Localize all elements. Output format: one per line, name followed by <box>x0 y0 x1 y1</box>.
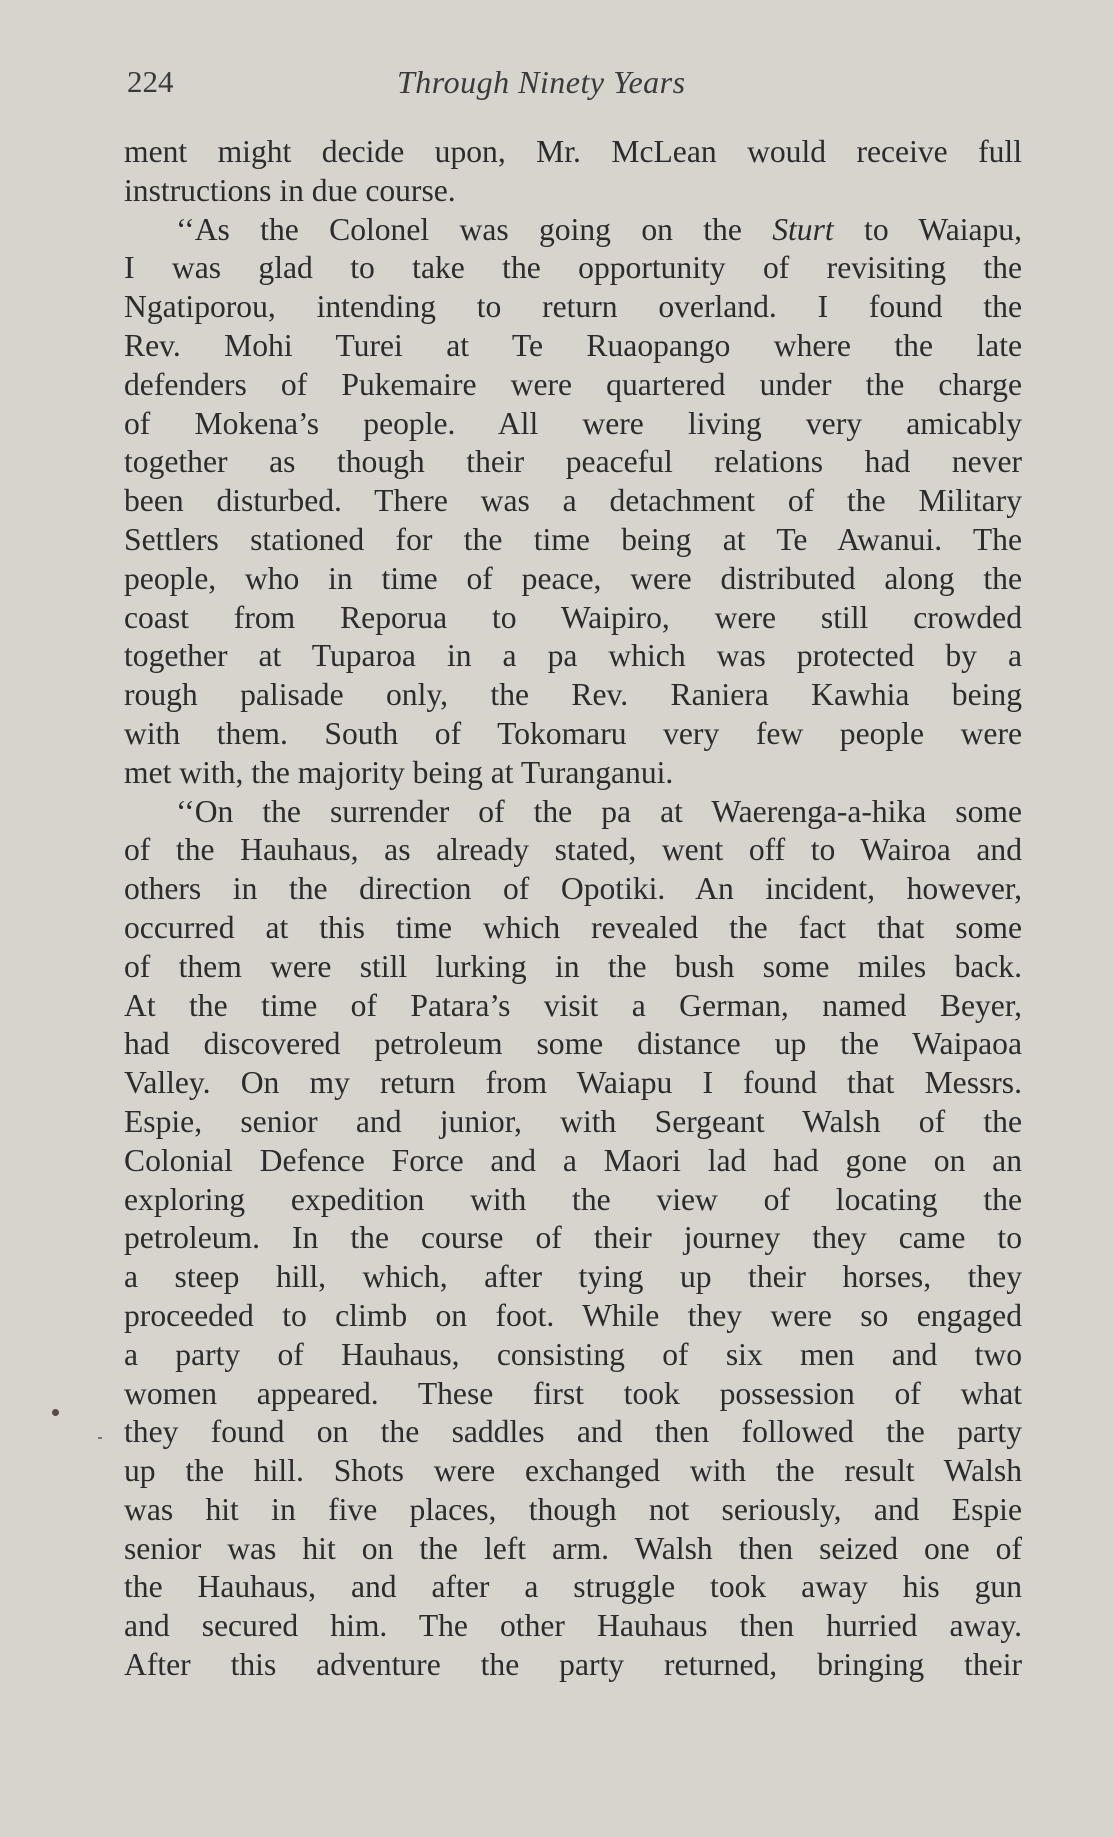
page-number: 224 <box>127 64 174 99</box>
text-line: with them. South of Tokomaru very few people were <box>124 715 1022 751</box>
text-line: of the Hauhaus, as already stated, went off to Wairoa and <box>124 832 1022 868</box>
text-line: senior was hit on the left arm. Walsh then seized one of <box>124 1530 1022 1566</box>
text-line: together at Tuparoa in a pa which was protected by a <box>124 638 1022 674</box>
text-line: Colonial Defence Force and a Maori lad had gone on an <box>124 1142 1022 1178</box>
sturt-line-end: to Waiapu, <box>833 211 1023 247</box>
text-line: of Mokena’s people. All were living very amicably <box>124 405 1022 441</box>
text-line: I was glad to take the opportunity of revisiting the <box>124 250 1022 286</box>
text-line: Rev. Mohi Turei at Te Ruaopango where the late <box>124 327 1022 363</box>
text-line: women appeared. These first took possession of what <box>124 1375 1022 1411</box>
running-title: Through Ninety Years <box>397 64 686 100</box>
text-line: others in the direction of Opotiki. An incident, however, <box>124 871 1022 907</box>
text-line: together as though their peaceful relations had never <box>124 444 1022 480</box>
text-line: was hit in five places, though not seriously, and Espie <box>124 1491 1022 1527</box>
text-line: defenders of Pukemaire were quartered under the charge <box>124 366 1022 402</box>
text-line: people, who in time of peace, were distributed along the <box>124 560 1022 596</box>
page-header <box>127 64 1027 112</box>
margin-tick-mark <box>98 1437 102 1439</box>
ink-dot-mark <box>52 1409 59 1416</box>
text-line: occurred at this time which revealed the fact that some <box>124 909 1022 945</box>
text-line: ment might decide upon, Mr. McLean would receive full <box>124 134 1022 169</box>
text-line: a steep hill, which, after tying up their horses, they <box>124 1259 1022 1295</box>
text-line: Ngatiporou, intending to return overland. I found the <box>124 289 1022 325</box>
text-line: and secured him. The other Hauhaus then hurried away. <box>124 1608 1022 1644</box>
text-line <box>124 211 1022 250</box>
body-text <box>124 133 1022 1685</box>
text-line: up the hill. Shots were exchanged with the result Walsh <box>124 1453 1022 1489</box>
text-line: met with, the majority being at Turanganui. <box>124 754 674 790</box>
ship-name-italic: Sturt <box>772 211 834 247</box>
text-line: exploring expedition with the view of locating the <box>124 1181 1022 1217</box>
text-line: a party of Hauhaus, consisting of six men and two <box>124 1336 1022 1372</box>
text-line: instructions in due course. <box>124 172 456 208</box>
text-line: At the time of Patara’s visit a German, named Beyer, <box>124 987 1022 1023</box>
text-line: ‘‘On the surrender of the pa at Waerenga-a-hika some <box>176 793 1022 829</box>
text-line: Valley. On my return from Waiapu I found that Messrs. <box>124 1065 1022 1101</box>
sturt-line-start: ‘‘As the Colonel was going on the <box>176 211 773 247</box>
text-line: coast from Reporua to Waipiro, were still crowded <box>124 599 1022 635</box>
text-line: of them were still lurking in the bush some miles back. <box>124 948 1022 984</box>
text-line: the Hauhaus, and after a struggle took away his gun <box>124 1569 1022 1605</box>
text-line: proceeded to climb on foot. While they were so engaged <box>124 1297 1022 1333</box>
text-line: rough palisade only, the Rev. Raniera Kawhia being <box>124 677 1022 713</box>
text-line: they found on the saddles and then followed the party <box>124 1414 1022 1450</box>
text-line: Espie, senior and junior, with Sergeant Walsh of the <box>124 1103 1022 1139</box>
text-line: Settlers stationed for the time being at Te Awanui. The <box>124 521 1022 557</box>
text-line: had discovered petroleum some distance up the Waipaoa <box>124 1026 1022 1062</box>
text-line: After this adventure the party returned, bringing their <box>124 1647 1022 1683</box>
text-line: been disturbed. There was a detachment of the Military <box>124 483 1022 519</box>
text-line: petroleum. In the course of their journey they came to <box>124 1220 1022 1256</box>
